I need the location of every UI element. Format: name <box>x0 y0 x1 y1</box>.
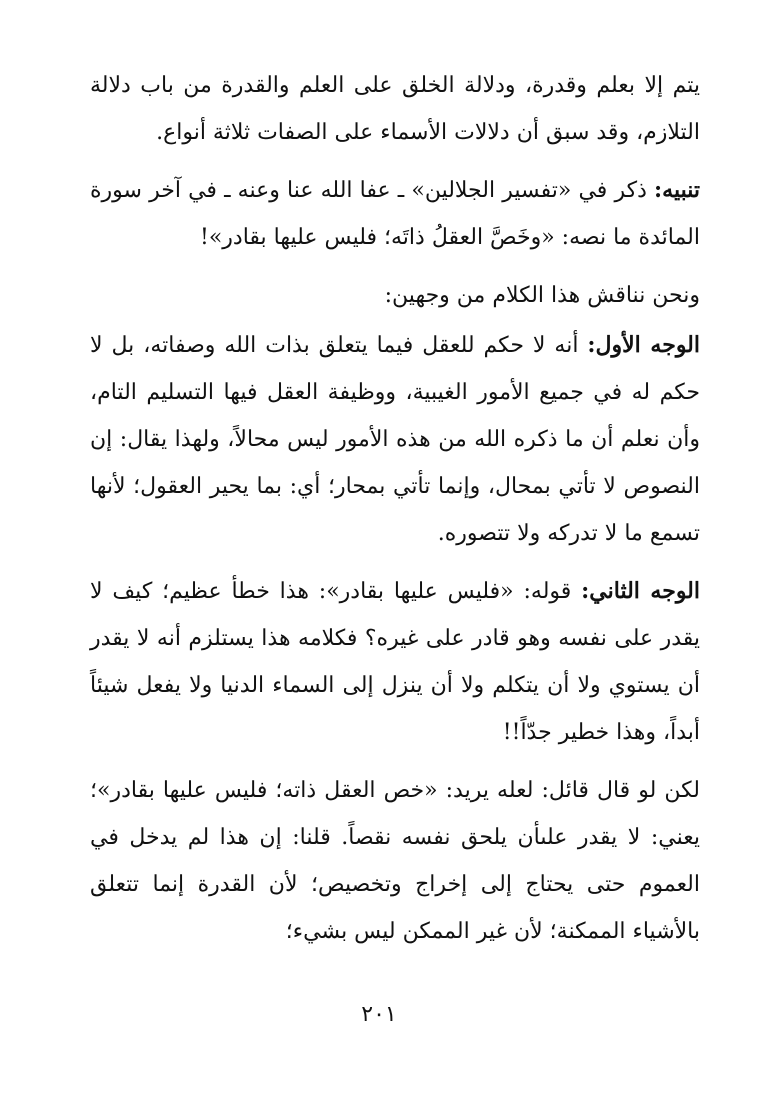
paragraph-2-text: ذكر في «تفسير الجلالين» ـ عفا الله عنا وعنه ـ في آخر سورة المائدة ما نصه: «وخَصَّ العقلُ ذاتَه؛ فليس عليها بقادر»! <box>90 178 700 250</box>
paragraph-3 <box>90 272 700 319</box>
paragraph-4-first-aspect <box>90 322 700 557</box>
paragraph-1-text: يتم إلا بعلم وقدرة، ودلالة الخلق على العلم والقدرة من باب دلالة التلازم، وقد سبق أن دلالات الأسماء على الصفات ثلاثة أنواع. <box>90 73 700 145</box>
paragraph-5-second-aspect <box>90 568 700 756</box>
note-lead: تنبيه: <box>654 177 700 203</box>
paragraph-3-text: ونحن نناقش هذا الكلام من وجهين: <box>384 283 700 308</box>
paragraph-2-note <box>90 167 700 261</box>
paragraph-1 <box>90 62 700 156</box>
paragraph-4-text: أنه لا حكم للعقل فيما يتعلق بذات الله وصفاته، بل لا حكم له في جميع الأمور الغيبية، ووظيفة العقل فيها التسليم التام، وأن نعلم أن ما ذكره الله من هذه الأمور ليس محالاً، ولهذا يقال: إن النصوص لا تأتي بمحال، وإنما تأتي بمحار؛ أي: بما يحير العقول؛ لأنها تسمع ما لا تدركه ولا تتصوره. <box>90 333 700 546</box>
second-aspect-lead: الوجه الثاني: <box>581 578 700 604</box>
paragraph-6 <box>90 767 700 955</box>
paragraph-6-text: لكن لو قال قائل: لعله يريد: «خص العقل ذاته؛ فليس عليها بقادر»؛ يعني: لا يقدر علىأن يلحق نفسه نقصاً. قلنا: إن هذا لم يدخل في العموم حتى يحتاج إلى إخراج وتخصيص؛ لأن القدرة إنما تتعلق بالأشياء الممكنة؛ لأن غير الممكن ليس بشيء؛ <box>90 778 700 944</box>
first-aspect-lead: الوجه الأول: <box>587 332 700 358</box>
page-number: ٢٠١ <box>361 1002 397 1027</box>
paragraph-5-text: قوله: «فليس عليها بقادر»: هذا خطأ عظيم؛ كيف لا يقدر على نفسه وهو قادر على غيره؟ فكلامه هذا يستلزم أنه لا يقدر أن يستوي ولا أن يتكلم ولا أن ينزل إلى السماء الدنيا ولا يفعل شيئاً أبداً، وهذا خطير جدّاً!! <box>90 579 700 745</box>
